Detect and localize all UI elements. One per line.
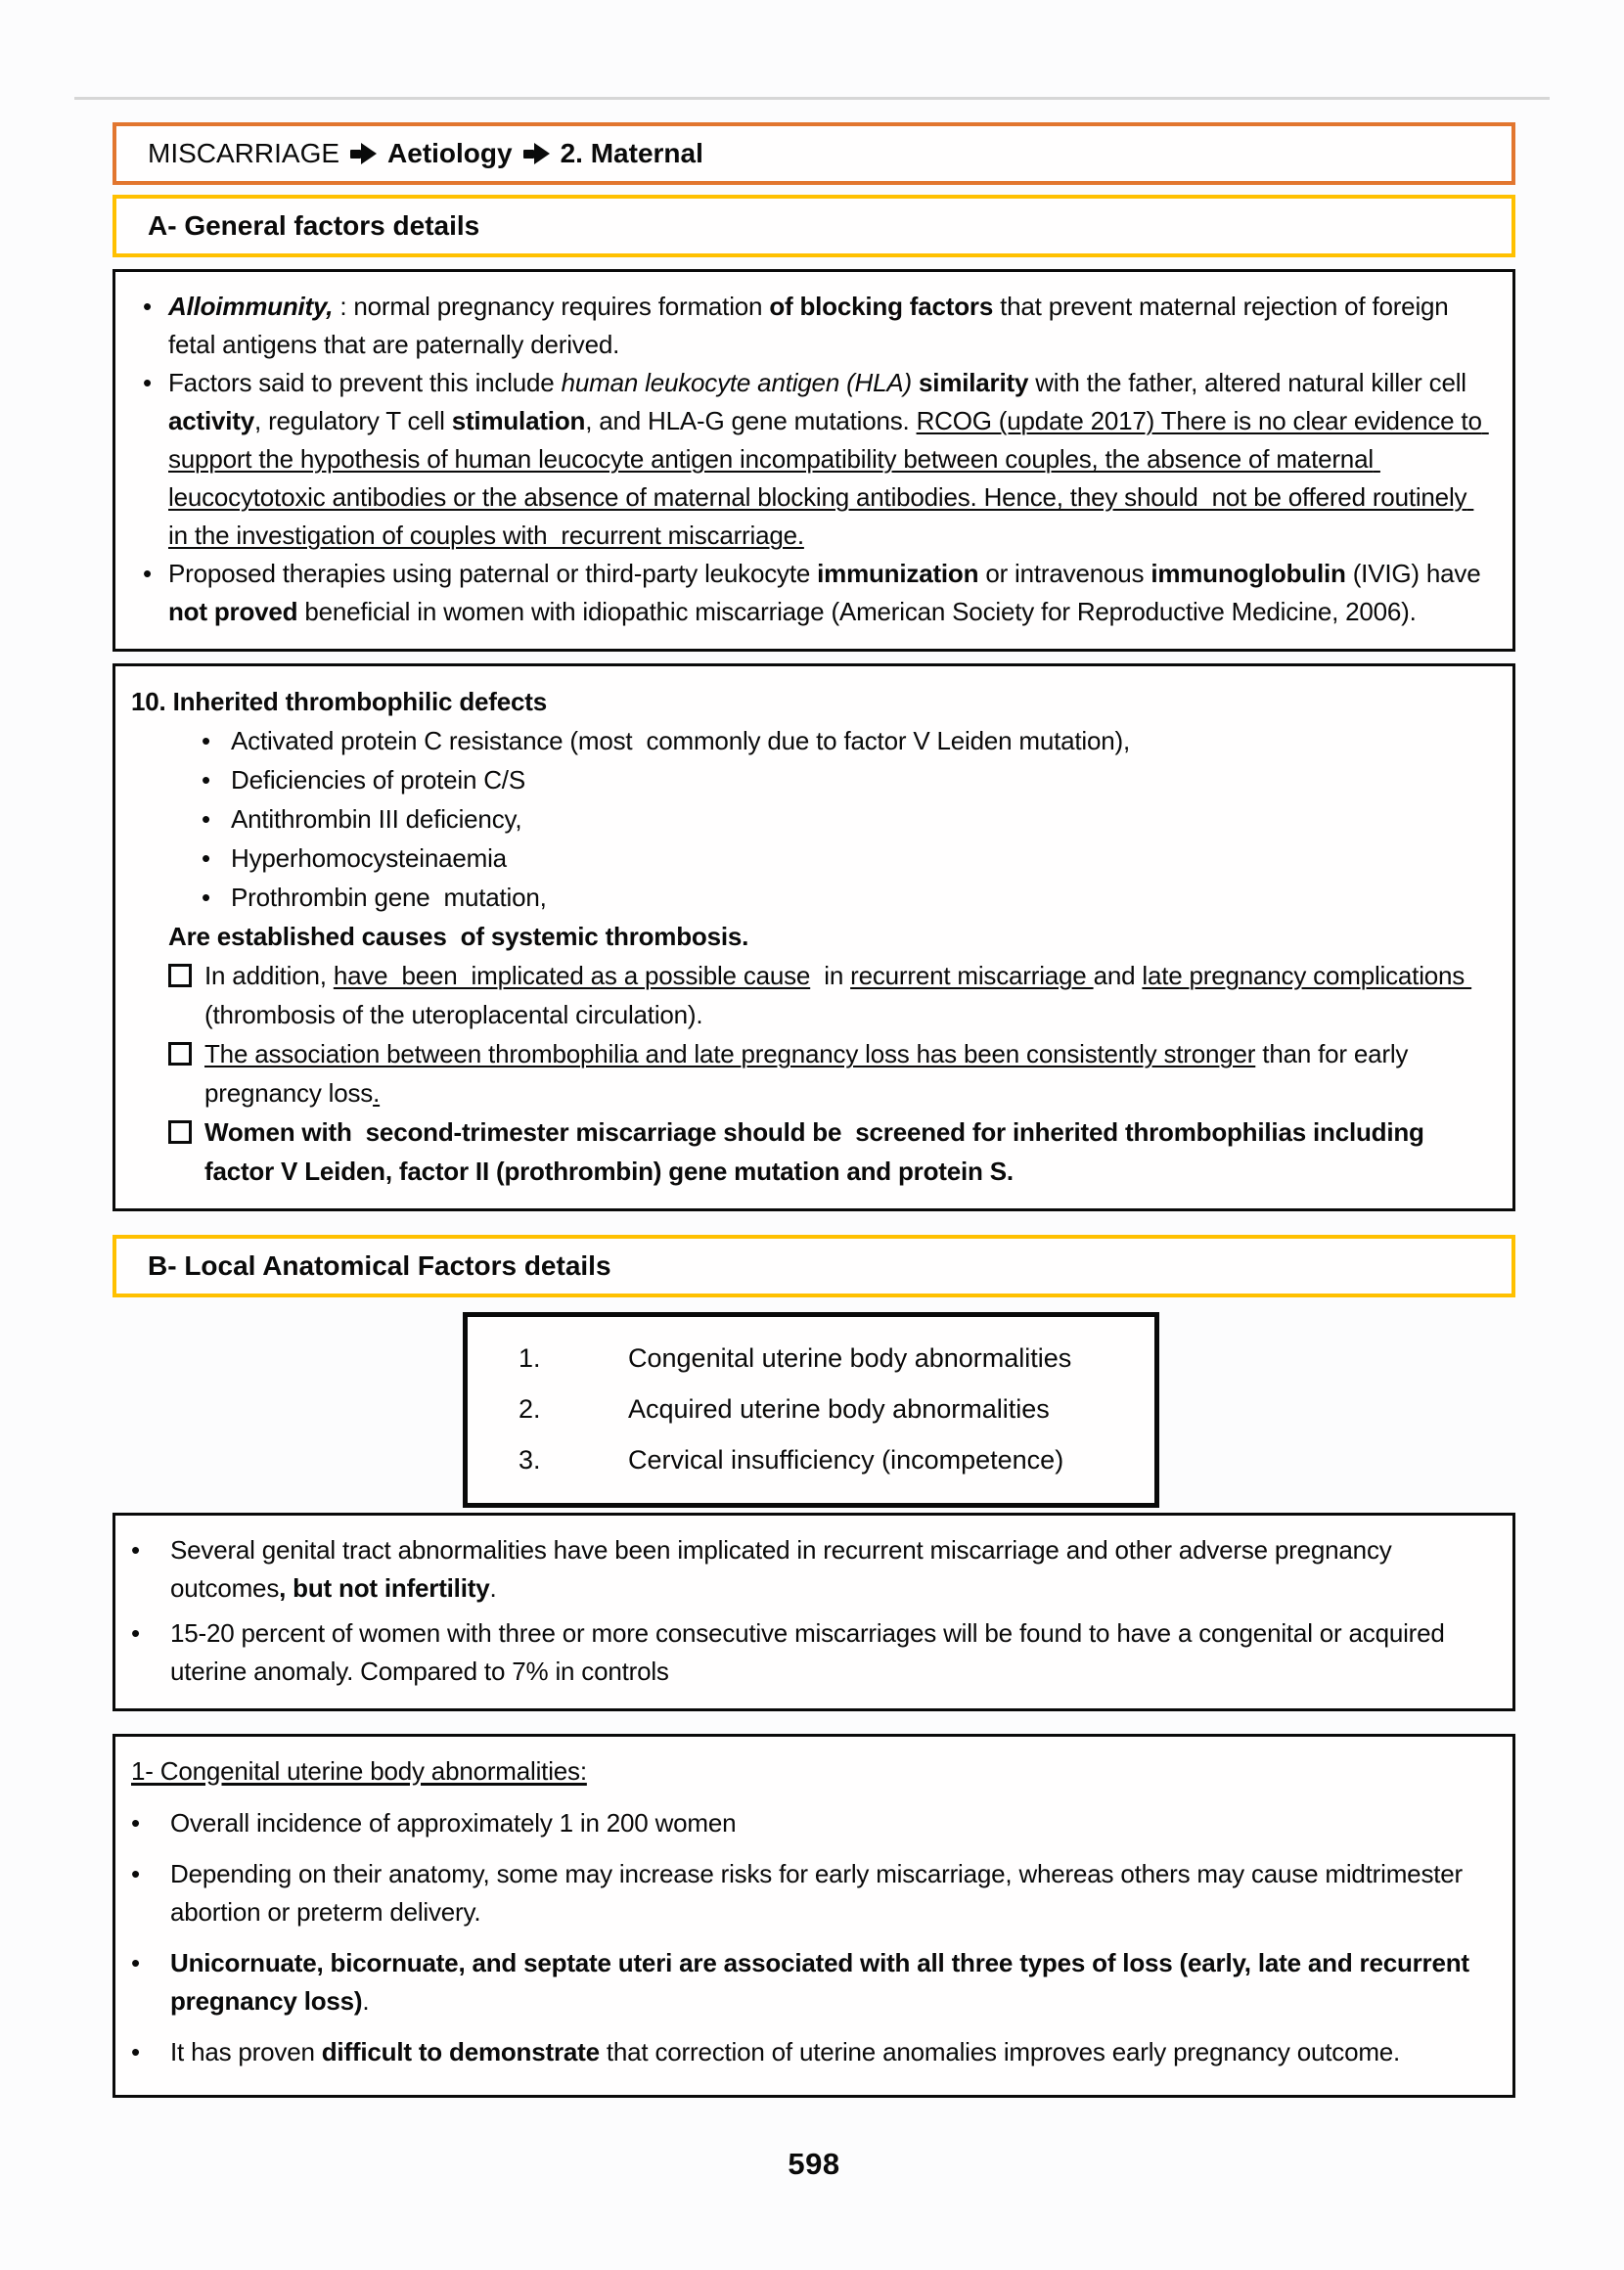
bullet-icon: •	[131, 1535, 140, 1565]
breadcrumb-part-miscarriage: MISCARRIAGE	[148, 138, 340, 168]
top-divider	[74, 97, 1550, 100]
list-item-text: Several genital tract abnormalities have been implicated in recurrent miscarriage and other adverse pregnancy outcomes, but not infertility.	[170, 1535, 1399, 1603]
list-item	[127, 1855, 1491, 1931]
section-b-heading: B- Local Anatomical Factors details	[148, 1250, 611, 1281]
checkbox-icon	[168, 1120, 192, 1144]
list-item	[127, 1531, 1491, 1608]
bullet-icon: •	[202, 843, 210, 873]
list-item	[127, 555, 1491, 631]
list-item	[127, 721, 1491, 760]
arrow-head	[361, 143, 377, 164]
section-b-heading-box	[113, 1235, 1515, 1297]
summary-line: Are established causes of systemic thrombosis.	[168, 922, 749, 951]
list-number: 3.	[519, 1445, 541, 1475]
list-item	[127, 839, 1491, 878]
breadcrumb-part-maternal: 2. Maternal	[560, 138, 703, 168]
list-item-text: Prothrombin gene mutation,	[231, 883, 547, 912]
list-item-text: Antithrombin III deficiency,	[231, 804, 522, 834]
bullet-icon: •	[143, 368, 152, 397]
list-item-text: Overall incidence of approximately 1 in 200 women	[170, 1808, 737, 1838]
checkbox-icon	[168, 964, 192, 987]
list-item	[127, 1944, 1491, 2020]
congenital-abnormalities-box	[113, 1734, 1515, 2098]
list-item-text: It has proven difficult to demonstrate that correction of uterine anomalies improves early pregnancy outcome.	[170, 2037, 1401, 2066]
list-item	[127, 1804, 1491, 1842]
section-a-heading: A- General factors details	[148, 210, 480, 241]
bullet-icon: •	[202, 804, 210, 834]
list-item-text: Proposed therapies using paternal or third-party leukocyte immunization or intravenous immunoglobulin (IVIG) have not proved beneficial in women with idiopathic miscarriage (American Society for Reproductive Medicine, 2006).	[168, 559, 1488, 626]
list-item	[127, 760, 1491, 799]
checkbox-icon	[168, 1042, 192, 1066]
list-item-text: Unicornuate, bicornuate, and septate uteri are associated with all three types of loss (early, late and recurrent pregnancy loss).	[170, 1948, 1476, 2016]
list-item	[127, 799, 1491, 839]
checklist-item	[127, 956, 1491, 1034]
general-factors-box	[113, 269, 1515, 652]
list-item	[127, 878, 1491, 917]
numbered-list-item	[519, 1333, 1145, 1384]
list-item-text: Deficiencies of protein C/S	[231, 765, 525, 794]
bullet-icon: •	[131, 1618, 140, 1648]
list-item-text: Hyperhomocysteinaemia	[231, 843, 507, 873]
numbered-list-item	[519, 1384, 1145, 1434]
bullet-icon: •	[202, 883, 210, 912]
page-content	[113, 122, 1515, 2182]
list-item	[127, 288, 1491, 364]
list-number: 1.	[519, 1343, 541, 1373]
breadcrumb-title-box	[113, 122, 1515, 185]
bullet-icon: •	[202, 726, 210, 755]
checklist-item-text: Women with second-trimester miscarriage should be screened for inherited thrombophilias including factor V Leiden, factor II (prothrombin) gene mutation and protein S.	[204, 1117, 1431, 1186]
genital-tract-box	[113, 1513, 1515, 1711]
bullet-icon: •	[131, 1859, 140, 1888]
bullet-icon: •	[143, 292, 152, 321]
bullet-icon: •	[202, 765, 210, 794]
breadcrumb-part-aetiology: Aetiology	[387, 138, 513, 168]
numbered-list-item	[519, 1434, 1145, 1485]
thrombophilic-defects-box	[113, 663, 1515, 1211]
list-item-text: Activated protein C resistance (most commonly due to factor V Leiden mutation),	[231, 726, 1130, 755]
bullet-icon: •	[131, 1948, 140, 1977]
arrow-right-icon	[350, 143, 377, 164]
checklist-item	[127, 1112, 1491, 1191]
page-number: 598	[788, 2147, 840, 2181]
bullet-icon: •	[131, 1808, 140, 1838]
checklist-item-text: The association between thrombophilia and late pregnancy loss has been consistently stronger than for early pregnancy loss.	[204, 1039, 1416, 1108]
list-item	[127, 364, 1491, 555]
arrow-head	[534, 143, 550, 164]
list-item-text: Alloimmunity, : normal pregnancy requires formation of blocking factors that prevent maternal rejection of foreign fetal antigens that are paternally derived.	[168, 292, 1456, 359]
list-item-text: Congenital uterine body abnormalities	[628, 1343, 1072, 1373]
bullet-icon: •	[131, 2037, 140, 2066]
list-item-text: Factors said to prevent this include human leukocyte antigen (HLA) similarity with the father, altered natural killer cell activity, regulatory T cell stimulation, and HLA-G gene mutations. RCOG (update 2017) There is no clear evidence to support the hypothesis of human leucocyte antigen incompatibility between couples, the absence of maternal leucocytotoxic antibodies or the absence of maternal blocking antibodies. Hence, they should not be offered routinely in the investigation of couples with recurrent miscarriage.	[168, 368, 1489, 550]
box-heading: 1- Congenital uterine body abnormalities:	[131, 1756, 587, 1786]
arrow-bar	[523, 150, 534, 159]
list-item	[127, 1614, 1491, 1691]
list-item	[127, 2033, 1491, 2071]
list-number: 2.	[519, 1394, 541, 1424]
anatomical-factors-list-box	[463, 1312, 1159, 1508]
section-a-heading-box	[113, 195, 1515, 257]
checklist-item-text: In addition, have been implicated as a possible cause in recurrent miscarriage and late pregnancy complications (thrombosis of the uteroplacental circulation).	[204, 961, 1472, 1029]
list-item-text: Depending on their anatomy, some may increase risks for early miscarriage, whereas others may cause midtrimester abortion or preterm delivery.	[170, 1859, 1470, 1927]
checklist-item	[127, 1034, 1491, 1112]
list-item-text: Acquired uterine body abnormalities	[628, 1394, 1050, 1424]
arrow-bar	[350, 150, 361, 159]
bullet-icon: •	[143, 559, 152, 588]
list-item-text: 15-20 percent of women with three or more consecutive miscarriages will be found to have a congenital or acquired uterine anomaly. Compared to 7% in controls	[170, 1618, 1452, 1686]
box-heading: 10. Inherited thrombophilic defects	[131, 687, 547, 716]
list-item-text: Cervical insufficiency (incompetence)	[628, 1445, 1064, 1475]
arrow-right-icon	[523, 143, 550, 164]
